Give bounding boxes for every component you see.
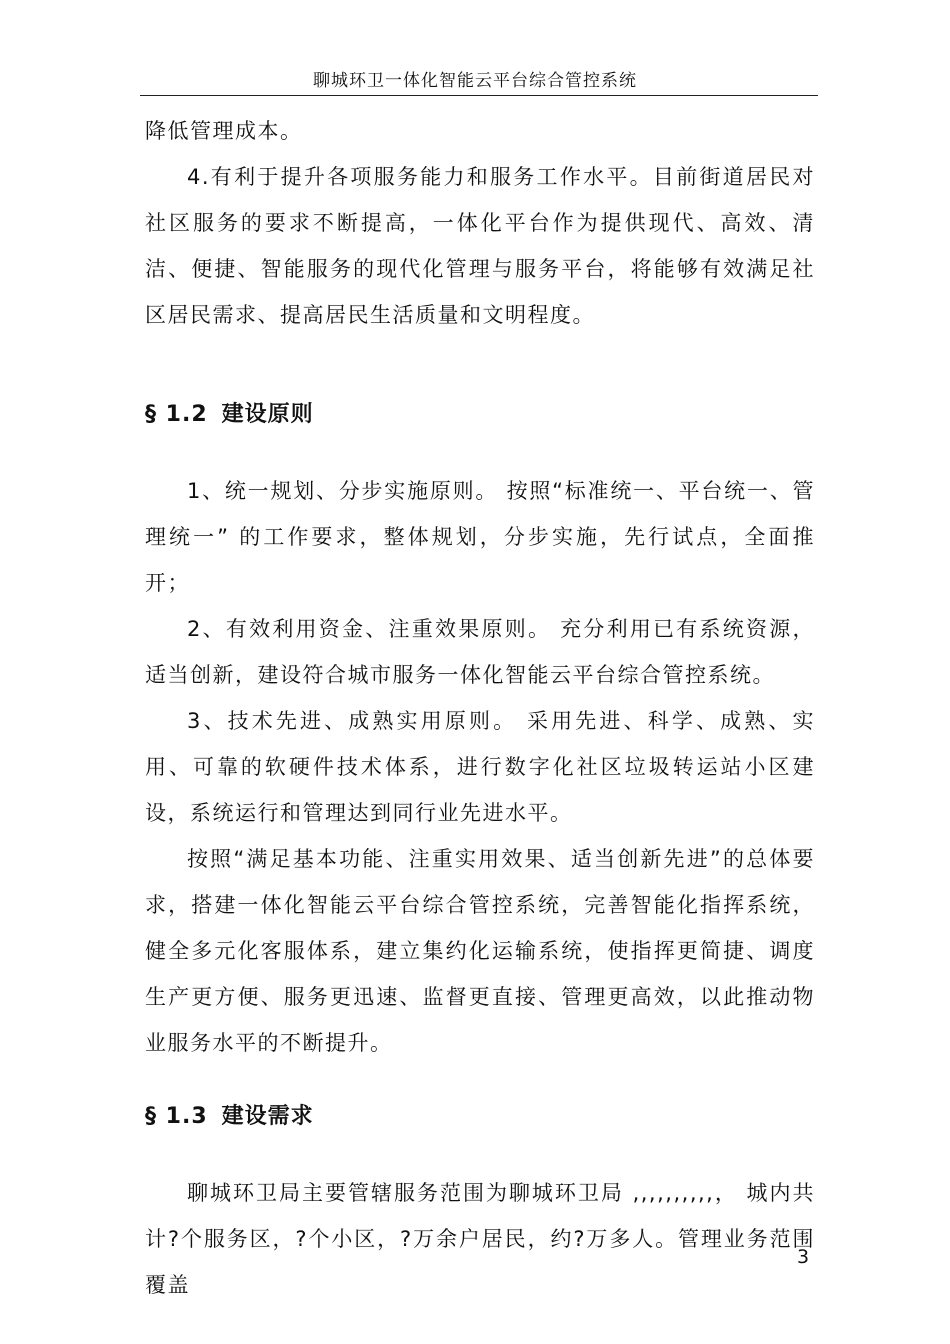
page-content (145, 108, 815, 1308)
page-header-title: 聊城环卫一体化智能云平台综合管控系统 (313, 71, 637, 91)
section-heading-1-2 (145, 392, 815, 438)
principle-2: 2、有效利用资金、注重效果原则。 充分利用已有系统资源，适当创新，建设符合城市服务一体化智能云平台综合管控系统。 (145, 617, 815, 687)
paragraph-continued: 降低管理成本。 (145, 119, 303, 143)
principle-1: 1、统一规划、分步实施原则。 按照“标准统一、平台统一、管理统一” 的工作要求，整体规划，分步实施，先行试点，全面推开； (145, 479, 815, 595)
paragraph-point-4: 4.有利于提升各项服务能力和服务工作水平。目前街道居民对社区服务的要求不断提高，一体化平台作为提供现代、高效、清洁、便捷、智能服务的现代化管理与服务平台，将能够有效满足社区居民需求、提高居民生活质量和文明程度。 (145, 165, 815, 327)
section-number-1-3: § 1.3 (145, 1104, 208, 1129)
principle-3: 3、技术先进、成熟实用原则。 采用先进、科学、成熟、实用、可靠的软硬件技术体系，进行数字化社区垃圾转运站小区建设，系统运行和管理达到同行业先进水平。 (145, 709, 815, 825)
principle-summary: 按照“满足基本功能、注重实用效果、适当创新先进”的总体要求，搭建一体化智能云平台综合管控系统，完善智能化指挥系统，健全多元化客服体系，建立集约化运输系统，使指挥更简捷、调度生产更方便、服务更迅速、监督更直接、管理更高效，以此推动物业服务水平的不断提升。 (145, 847, 815, 1055)
section-heading-1-3 (145, 1094, 815, 1140)
section-number-1-2: § 1.2 (145, 402, 208, 427)
requirement-paragraph: 聊城环卫局主要管辖服务范围为聊城环卫局 ,,,,,,,,,,， 城内共计?个服务区，?个小区，?万余户居民，约?万多人。管理业务范围覆盖 (145, 1181, 815, 1297)
section-title-1-2: 建设原则 (221, 402, 314, 427)
section-title-1-3: 建设需求 (221, 1104, 314, 1129)
page-number: 3 (797, 1246, 810, 1268)
header-divider (140, 95, 818, 96)
